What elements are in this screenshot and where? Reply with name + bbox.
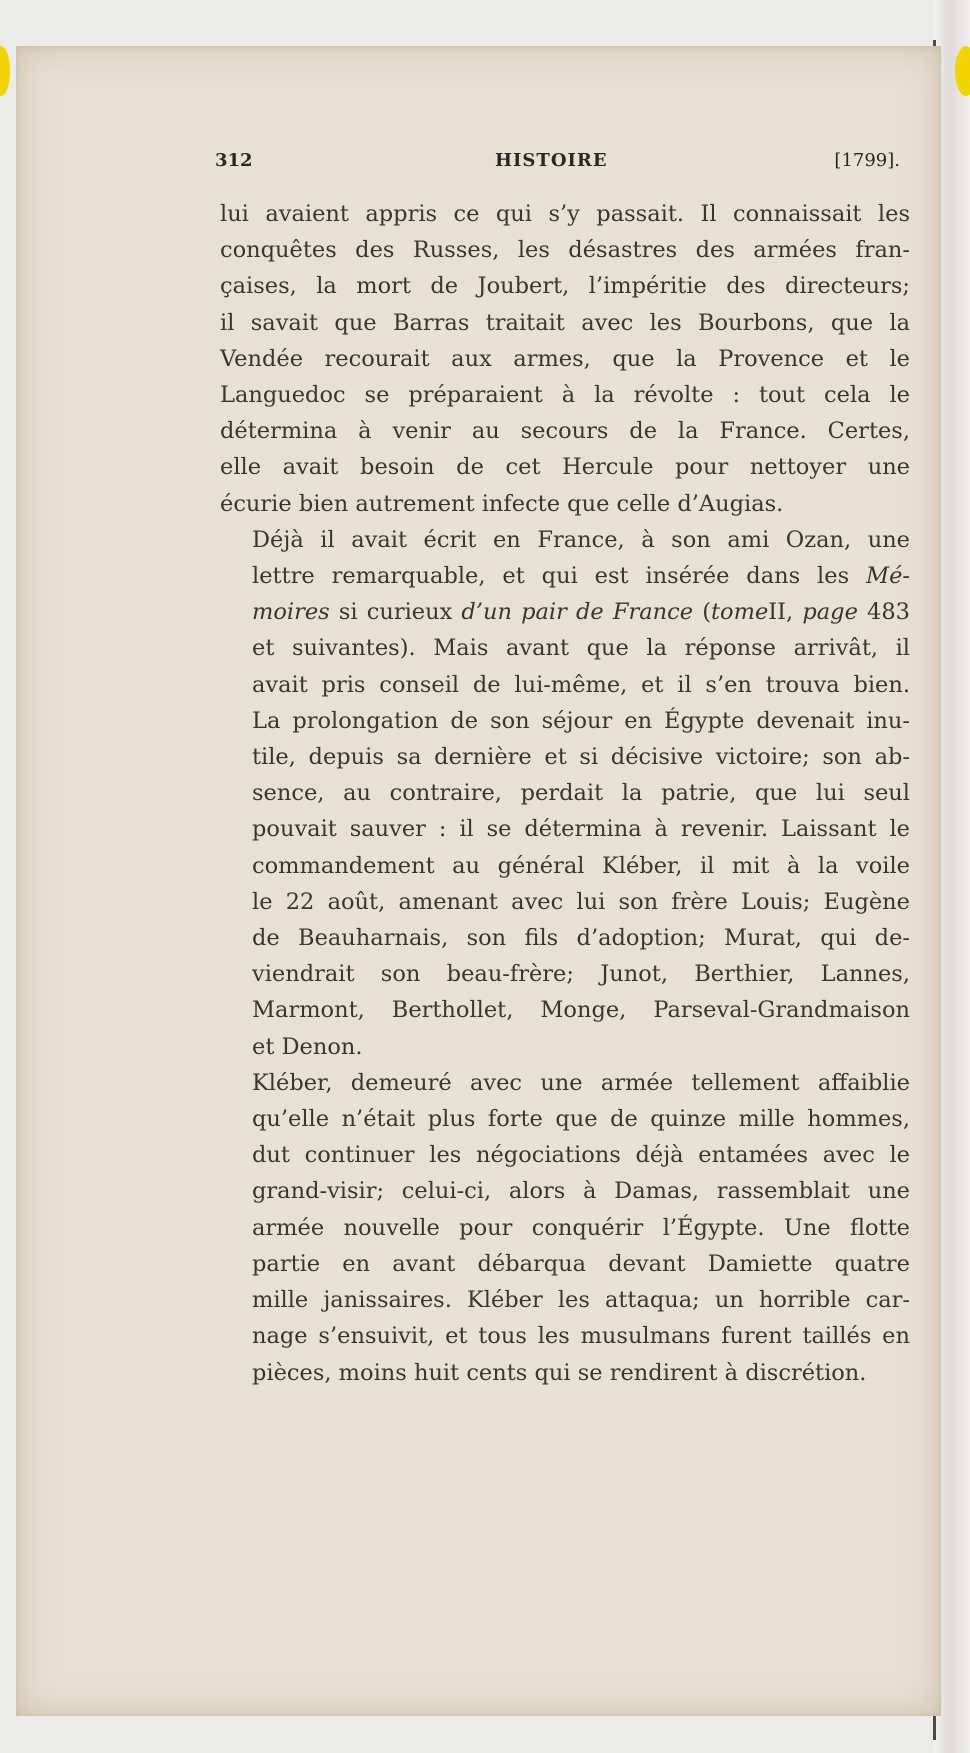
paragraph-3 bbox=[220, 1065, 910, 1391]
italic-segment: moires bbox=[252, 599, 330, 626]
text-line: et suivantes). Mais avant que la réponse arrivât, il bbox=[252, 635, 910, 662]
clip-mark-right bbox=[955, 46, 970, 96]
text-line: Languedoc se préparaient à la révolte : tout cela le bbox=[220, 382, 910, 409]
text-line: pouvait sauver : il se détermina à revenir. Laissant le bbox=[252, 816, 910, 843]
body-text bbox=[220, 196, 910, 1391]
text-line: Kléber, demeuré avec une armée tellement affaiblie bbox=[252, 1069, 910, 1096]
text-line: elle avait besoin de cet Hercule pour nettoyer une bbox=[220, 454, 910, 481]
italic-segment: d’un pair de France bbox=[461, 599, 694, 626]
text-line: Marmont, Berthollet, Monge, Parseval-Grandmaison bbox=[252, 997, 910, 1024]
text-line: détermina à venir au secours de la France. Certes, bbox=[220, 418, 910, 445]
text-line: de Beauharnais, son fils d’adoption; Murat, qui de- bbox=[252, 925, 910, 952]
text-line: viendrait son beau-frère; Junot, Berthier, Lannes, bbox=[252, 961, 910, 988]
text-segment: si curieux bbox=[329, 599, 462, 626]
text-line: partie en avant débarqua devant Damiette quatre bbox=[252, 1250, 910, 1277]
page-number: 312 bbox=[215, 150, 253, 171]
text-line: mille janissaires. Kléber les attaqua; un horrible car- bbox=[252, 1287, 910, 1314]
text-line: il savait que Barras traitait avec les Bourbons, que la bbox=[220, 309, 910, 336]
italic-segment: page bbox=[802, 599, 858, 626]
paragraph-2 bbox=[220, 522, 910, 1065]
running-title: HISTOIRE bbox=[495, 150, 608, 171]
text-line: qu’elle n’était plus forte que de quinze mille hommes, bbox=[252, 1106, 910, 1133]
italic-segment: tome bbox=[711, 599, 769, 626]
text-segment: ( bbox=[693, 599, 712, 626]
text-line: çaises, la mort de Joubert, l’impéritie des directeurs; bbox=[220, 273, 910, 300]
text-line: conquêtes des Russes, les désastres des armées fran- bbox=[220, 237, 910, 264]
text-line: avait pris conseil de lui-même, et il s’en trouva bien. bbox=[252, 671, 910, 698]
text-line: sence, au contraire, perdait la patrie, que lui seul bbox=[252, 780, 910, 807]
page-header bbox=[215, 150, 900, 180]
text-segment: II, bbox=[768, 599, 803, 626]
text-line: commandement au général Kléber, il mit à la voile bbox=[252, 852, 910, 879]
text-line bbox=[220, 558, 910, 594]
text-line: écurie bien autrement infecte que celle d’Augias. bbox=[220, 490, 784, 517]
text-line: tile, depuis sa dernière et si décisive victoire; son ab- bbox=[252, 744, 910, 771]
paragraph-1 bbox=[220, 196, 910, 522]
italic-segment: Mé- bbox=[866, 563, 910, 590]
header-year: [1799]. bbox=[834, 150, 900, 171]
text-line: La prolongation de son séjour en Égypte devenait inu- bbox=[252, 707, 910, 734]
text-line: Déjà il avait écrit en France, à son ami Ozan, une bbox=[252, 526, 910, 553]
text-line: et Denon. bbox=[252, 1033, 363, 1060]
text-line: le 22 août, amenant avec lui son frère Louis; Eugène bbox=[252, 888, 910, 915]
text-line: dut continuer les négociations déjà entamées avec le bbox=[252, 1142, 910, 1169]
text-line: armée nouvelle pour conquérir l’Égypte. Une flotte bbox=[252, 1214, 910, 1241]
text-segment: 483 bbox=[857, 599, 910, 626]
text-segment: lettre remarquable, et qui est insérée dans les bbox=[252, 563, 867, 590]
text-line: grand-visir; celui-ci, alors à Damas, rassemblait une bbox=[252, 1178, 910, 1205]
text-line: pièces, moins huit cents qui se rendirent à discrétion. bbox=[252, 1359, 867, 1386]
text-line bbox=[220, 594, 910, 630]
text-line: nage s’ensuivit, et tous les musulmans furent taillés en bbox=[252, 1323, 910, 1350]
text-line: lui avaient appris ce qui s’y passait. Il connaissait les bbox=[220, 201, 910, 227]
text-line: Vendée recourait aux armes, que la Provence et le bbox=[220, 345, 910, 372]
